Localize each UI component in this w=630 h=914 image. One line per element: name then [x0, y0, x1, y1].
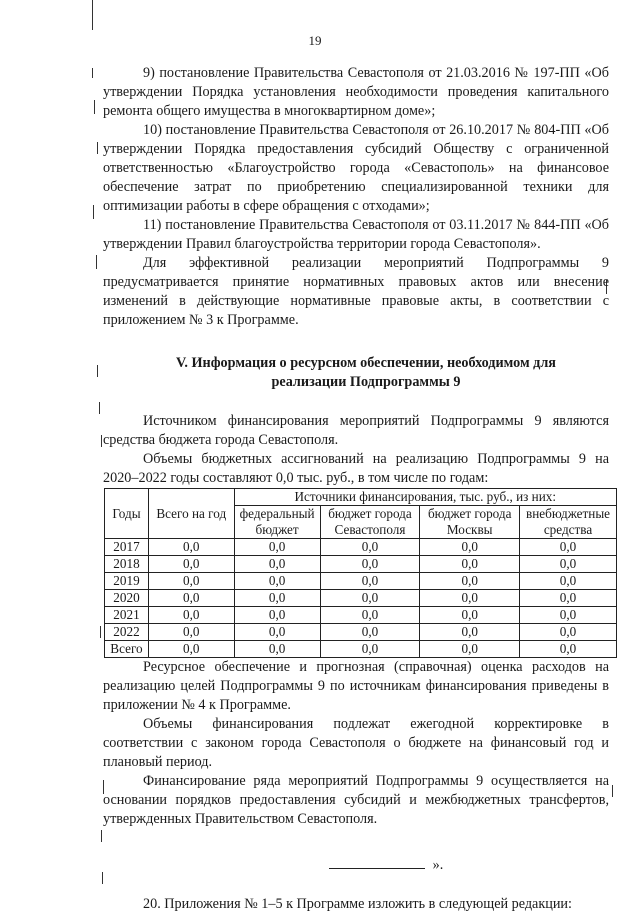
table-cell: 0,0: [148, 573, 234, 590]
paragraph-budget-volumes: Объемы бюджетных ассигнований на реализацию Подпрограммы 9 на 2020–2022 годы составляют 0,0 тыс. руб., в том числе по годам:: [103, 451, 609, 486]
table-header-moscow: бюджет города Москвы: [420, 506, 520, 539]
scan-margin-mark: [99, 402, 100, 414]
section-heading-line-2: реализации Подпрограммы 9: [271, 374, 461, 390]
table-cell: 0,0: [320, 539, 420, 556]
table-cell: 0,0: [320, 573, 420, 590]
paragraph-subsidies: Финансирование ряда мероприятий Подпрограммы 9 осуществляется на основании порядков предоставления субсидий и межбюджетных трансфертов, утвержденных Правительством Севастополя.: [103, 773, 609, 827]
table-cell: 0,0: [420, 573, 520, 590]
scan-margin-mark: [100, 626, 101, 638]
paragraph-resource-provision: Ресурсное обеспечение и прогнозная (справочная) оценка расходов на реализацию целей Подпрограммы 9 по источникам финансирования приведены в приложении № 4 к Программе.: [103, 659, 609, 713]
table-cell: 0,0: [148, 607, 234, 624]
table-cell: 0,0: [234, 624, 320, 641]
paragraph-item-10: 10) постановление Правительства Севастополя от 26.10.2017 № 804-ПП «Об утверждении Порядка предоставления субсидий Обществу с ограниченной ответственностью «Благоустройство города «Севастополь» на финансовое обеспечение затрат по приобретению специализированной техники для оптимизации работы в сфере обращения с отходами»;: [103, 122, 609, 214]
scan-margin-mark: [101, 830, 102, 842]
table-cell: 0,0: [234, 607, 320, 624]
scan-margin-mark: [612, 785, 613, 797]
scan-margin-mark: [94, 100, 95, 114]
table-cell-year: Всего: [105, 641, 149, 658]
table-cell-year: 2017: [105, 539, 149, 556]
scan-margin-mark: [97, 142, 98, 154]
table-row: [105, 573, 617, 590]
table-cell: 0,0: [234, 556, 320, 573]
table-cell: 0,0: [320, 624, 420, 641]
table-cell: 0,0: [234, 539, 320, 556]
scan-margin-mark: [92, 68, 93, 78]
scan-margin-mark: [97, 365, 98, 377]
paragraph-funding-adjustment: Объемы финансирования подлежат ежегодной корректировке в соответствии с законом города Севастополя о бюджете на финансовый год и плановый период.: [103, 716, 609, 770]
table-cell: 0,0: [520, 607, 617, 624]
paragraph-appendices: 20. Приложения № 1–5 к Программе изложить в следующей редакции:: [143, 896, 572, 912]
table-cell: 0,0: [520, 624, 617, 641]
paragraph-item-9: 9) постановление Правительства Севастополя от 21.03.2016 № 197-ПП «Об утверждении Порядка установления необходимости проведения капитального ремонта общего имущества в многоквартирном доме»;: [103, 65, 609, 119]
table-header-year: Годы: [105, 489, 149, 539]
table-cell: 0,0: [420, 539, 520, 556]
table-row: [105, 556, 617, 573]
scan-margin-mark: [96, 255, 97, 269]
table-cell: 0,0: [520, 556, 617, 573]
table-cell: 0,0: [420, 624, 520, 641]
table-cell: 0,0: [320, 641, 420, 658]
table-cell: 0,0: [520, 590, 617, 607]
paragraph-item-11: 11) постановление Правительства Севастополя от 03.11.2017 № 844-ПП «Об утверждении Правил благоустройства территории города Севастополя».: [103, 217, 609, 252]
table-cell: 0,0: [420, 590, 520, 607]
table-cell: 0,0: [148, 556, 234, 573]
table-cell: 0,0: [234, 573, 320, 590]
table-cell: 0,0: [234, 590, 320, 607]
table-row: [105, 607, 617, 624]
document-body: [103, 64, 609, 914]
table-cell: 0,0: [320, 607, 420, 624]
table-header-sources: Источники финансирования, тыс. руб., из них:: [234, 489, 616, 506]
section-heading-line-1: V. Информация о ресурсном обеспечении, необходимом для: [176, 355, 556, 371]
table-row: [105, 590, 617, 607]
scan-margin-mark: [101, 435, 102, 447]
table-cell: 0,0: [234, 641, 320, 658]
table-cell: 0,0: [148, 539, 234, 556]
table-cell: 0,0: [520, 539, 617, 556]
paragraph-regulatory-acts: Для эффективной реализации мероприятий Подпрограммы 9 предусматривается принятие нормативных правовых актов или внесение изменений в действующие нормативные правовые акты, в соответствии с приложением № 3 к Программе.: [103, 255, 609, 328]
table-row-total: [105, 641, 617, 658]
page-number: 19: [308, 33, 322, 48]
table-cell: 0,0: [148, 624, 234, 641]
table-cell: 0,0: [420, 641, 520, 658]
table-header-offbudget: внебюджетные средства: [520, 506, 617, 539]
scan-margin-mark: [92, 0, 93, 30]
table-row: [105, 624, 617, 641]
table-cell-year: 2019: [105, 573, 149, 590]
paragraph-funding-source: Источником финансирования мероприятий Подпрограммы 9 являются средства бюджета города Севастополя.: [103, 413, 609, 448]
table-cell-year: 2022: [105, 624, 149, 641]
table-cell: 0,0: [148, 590, 234, 607]
table-header-federal: федеральный бюджет: [234, 506, 320, 539]
table-cell-year: 2021: [105, 607, 149, 624]
funding-table: [104, 488, 617, 658]
table-cell: 0,0: [420, 556, 520, 573]
blank-line: [329, 855, 425, 869]
table-cell: 0,0: [520, 641, 617, 658]
table-header-sevastopol: бюджет города Севастополя: [320, 506, 420, 539]
table-cell: 0,0: [520, 573, 617, 590]
table-cell: 0,0: [420, 607, 520, 624]
table-cell-year: 2018: [105, 556, 149, 573]
closing-quote-mark: ».: [432, 857, 444, 873]
table-row: [105, 539, 617, 556]
table-cell: 0,0: [320, 590, 420, 607]
table-header-total: Всего на год: [148, 489, 234, 539]
closing-line: [103, 855, 609, 875]
section-heading: [103, 354, 609, 392]
scan-margin-mark: [93, 205, 94, 219]
table-cell: 0,0: [148, 641, 234, 658]
table-cell: 0,0: [320, 556, 420, 573]
table-cell-year: 2020: [105, 590, 149, 607]
